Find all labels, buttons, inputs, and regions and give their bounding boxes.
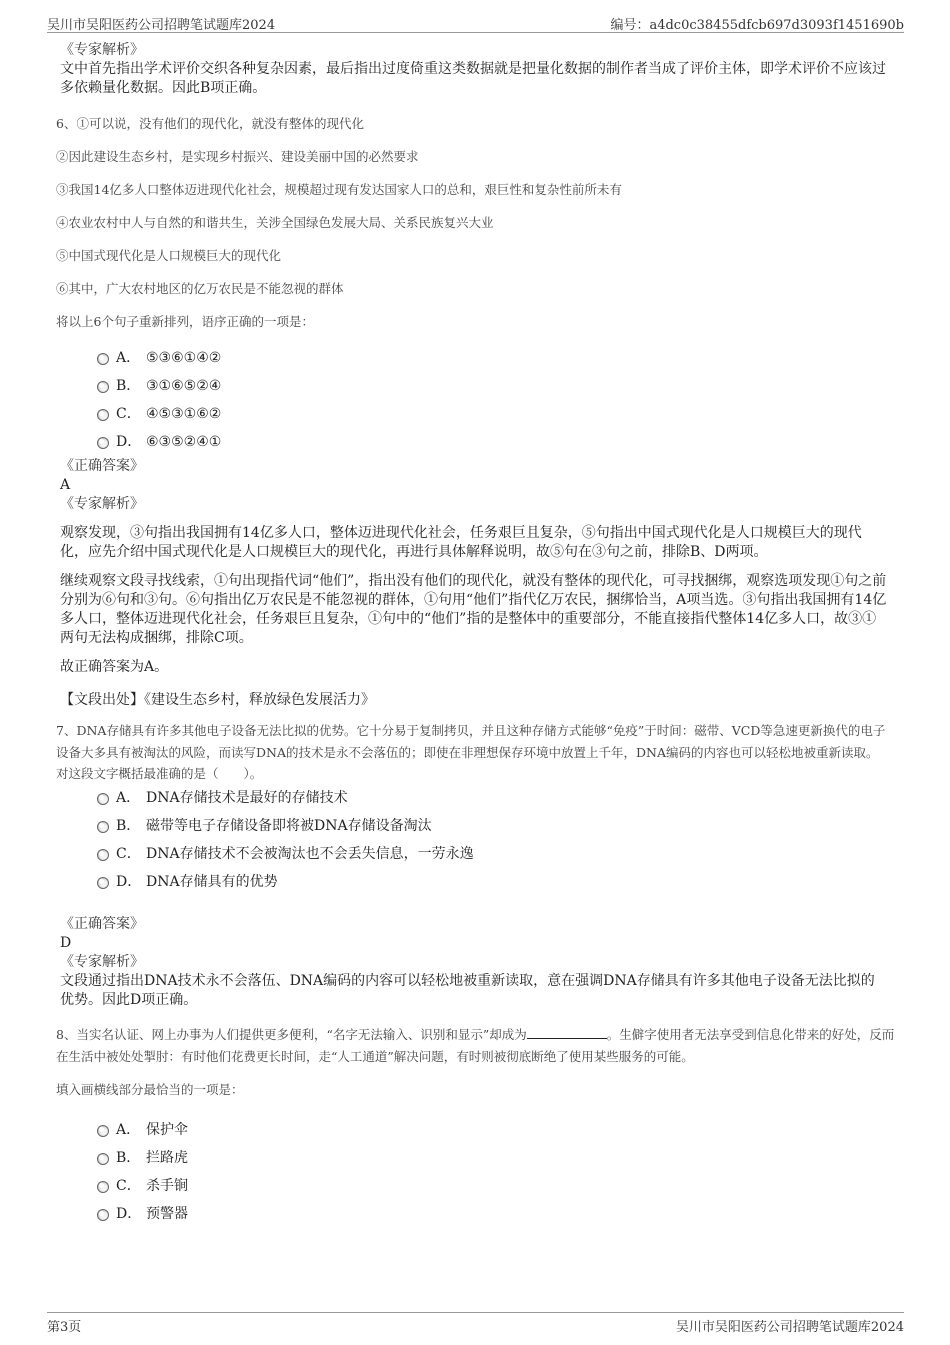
q8-option-d[interactable]: D． 预警器: [56, 1200, 896, 1228]
q6-sentence-3: ③我国14亿多人口整体迈进现代化社会，规模超过现有发达国家人口的总和，艰巨性和复杂性前所未有: [56, 182, 622, 197]
page-footer: [47, 1312, 904, 1333]
radio-icon[interactable]: [97, 437, 109, 449]
q6-sentence-6: ⑥其中，广大农村地区的亿万农民是不能忽视的群体: [56, 281, 344, 296]
question-7: [56, 720, 896, 1010]
q7-option-a[interactable]: A． DNA存储技术是最好的存储技术: [56, 784, 896, 812]
header-title: 吴川市吴阳医药公司招聘笔试题库2024: [47, 18, 276, 33]
page-number: 第3页: [47, 1320, 82, 1335]
radio-icon[interactable]: [97, 849, 109, 861]
q6-option-d[interactable]: D． ⑥③⑤②④①: [56, 428, 896, 456]
radio-icon[interactable]: [97, 1209, 109, 1221]
q6-sentence-5: ⑤中国式现代化是人口规模巨大的现代化: [56, 248, 282, 263]
q8-option-c[interactable]: C． 杀手锏: [56, 1172, 896, 1200]
page-header: [47, 12, 904, 33]
fill-blank: [527, 1026, 607, 1039]
prev-explanation: 文中首先指出学术评价交织各种复杂因素，最后指出过度倚重这类数据就是把量化数据的制作者当成了评价主体，即学术评价不应该过多依赖量化数据。因此B项正确。: [60, 61, 886, 96]
radio-icon[interactable]: [97, 353, 109, 365]
q7-prompt: 对这段文字概括最准确的是（ ）。: [56, 766, 263, 781]
radio-icon[interactable]: [97, 1181, 109, 1193]
footer-title: 吴川市吴阳医药公司招聘笔试题库2024: [675, 1320, 904, 1335]
radio-icon[interactable]: [97, 409, 109, 421]
question-6: [56, 112, 896, 710]
q7-option-d[interactable]: D． DNA存储具有的优势: [56, 868, 896, 896]
q6-explanation-3: 故正确答案为A。: [60, 659, 169, 675]
expert-analysis-label: 《专家解析》: [60, 954, 144, 970]
q6-options: [56, 344, 896, 456]
q6-option-c[interactable]: C． ④⑤③①⑥②: [56, 400, 896, 428]
radio-icon[interactable]: [97, 821, 109, 833]
radio-icon[interactable]: [97, 1125, 109, 1137]
q6-sentence-2: ②因此建设生态乡村，是实现乡村振兴、建设美丽中国的必然要求: [56, 149, 419, 164]
radio-icon[interactable]: [97, 1153, 109, 1165]
q7-options: [56, 784, 896, 896]
q7-option-c[interactable]: C． DNA存储技术不会被淘汰也不会丢失信息，一劳永逸: [56, 840, 896, 868]
expert-analysis-label: 《专家解析》: [60, 496, 144, 512]
q8-prompt: 填入画横线部分最恰当的一项是：: [56, 1082, 244, 1097]
q7-option-b[interactable]: B． 磁带等电子存储设备即将被DNA存储设备淘汰: [56, 812, 896, 840]
q7-explanation: 文段通过指出DNA技术永不会落伍、DNA编码的内容可以轻松地被重新读取，意在强调DNA存储具有许多其他电子设备无法比拟的优势。因此D项正确。: [60, 973, 875, 1008]
radio-icon[interactable]: [97, 381, 109, 393]
q7-stem: 7、DNA存储具有许多其他电子设备无法比拟的优势。它十分易于复制拷贝，并且这种存储方式能够“免疫”于时间：磁带、VCD等急速更新换代的电子设备大多具有被淘汰的风险，而读写DNA的技术是永不会落伍的；即使在非理想保存环境中放置上千年，DNA编码的内容也可以轻松地被重新读取。: [56, 723, 886, 760]
q8-option-b[interactable]: B． 拦路虎: [56, 1144, 896, 1172]
q6-source: 【文段出处】《建设生态乡村，释放绿色发展活力》: [60, 692, 375, 708]
q6-answer: A: [60, 477, 71, 493]
q8-stem: 8、当实名认证、网上办事为人们提供更多便利，“名字无法输入、识别和显示”却成为 。生僻字使用者无法享受到信息化带来的好处，反而在生活中被处处掣肘：有时他们花费更长时间，走“人工通道”解决问题，有时则被彻底断绝了使用某些服务的可能。: [56, 1027, 895, 1064]
question-8: [56, 1024, 896, 1228]
radio-icon[interactable]: [97, 877, 109, 889]
q6-explanation-2: 继续观察文段寻找线索，①句出现指代词“他们”，指出没有他们的现代化，就没有整体的现代化，可寻找捆绑，观察选项发现①句之前分别为⑥句和③句。⑥句指出亿万农民是不能忽视的群体，①句用“他们”指代亿万农民，捆绑恰当，A项当选。③句指出我国拥有14亿多人口，整体迈进现代化社会，任务艰巨且复杂，①句中的“他们”指的是整体中的重要部分，不能直接指代整体14亿多人口，故③①两句无法构成捆绑，排除C项。: [60, 573, 887, 646]
correct-answer-label: 《正确答案》: [60, 916, 144, 932]
q6-option-a[interactable]: A． ⑤③⑥①④②: [56, 344, 896, 372]
q6-option-b[interactable]: B． ③①⑥⑤②④: [56, 372, 896, 400]
q6-explanation-1: 观察发现，③句指出我国拥有14亿多人口，整体迈进现代化社会，任务艰巨且复杂，⑤句指出中国式现代化是人口规模巨大的现代化，应先介绍中国式现代化是人口规模巨大的现代化，再进行具体解释说明，故⑤句在③句之前，排除B、D两项。: [60, 525, 862, 560]
page-content: [56, 40, 896, 1228]
header-serial: 编号：a4dc0c38455dfcb697d3093f1451690b: [610, 18, 904, 33]
radio-icon[interactable]: [97, 793, 109, 805]
correct-answer-label: 《正确答案》: [60, 458, 144, 474]
q8-option-a[interactable]: A． 保护伞: [56, 1116, 896, 1144]
q7-answer: D: [60, 935, 72, 951]
q6-sentence-4: ④农业农村中人与自然的和谐共生，关涉全国绿色发展大局、关系民族复兴大业: [56, 215, 494, 230]
q6-prompt: 将以上6个句子重新排列，语序正确的一项是：: [56, 314, 314, 329]
expert-analysis-label: 《专家解析》: [60, 42, 144, 58]
q8-options: [56, 1116, 896, 1228]
q6-sentence-1: 6、①可以说，没有他们的现代化，就没有整体的现代化: [56, 116, 364, 131]
